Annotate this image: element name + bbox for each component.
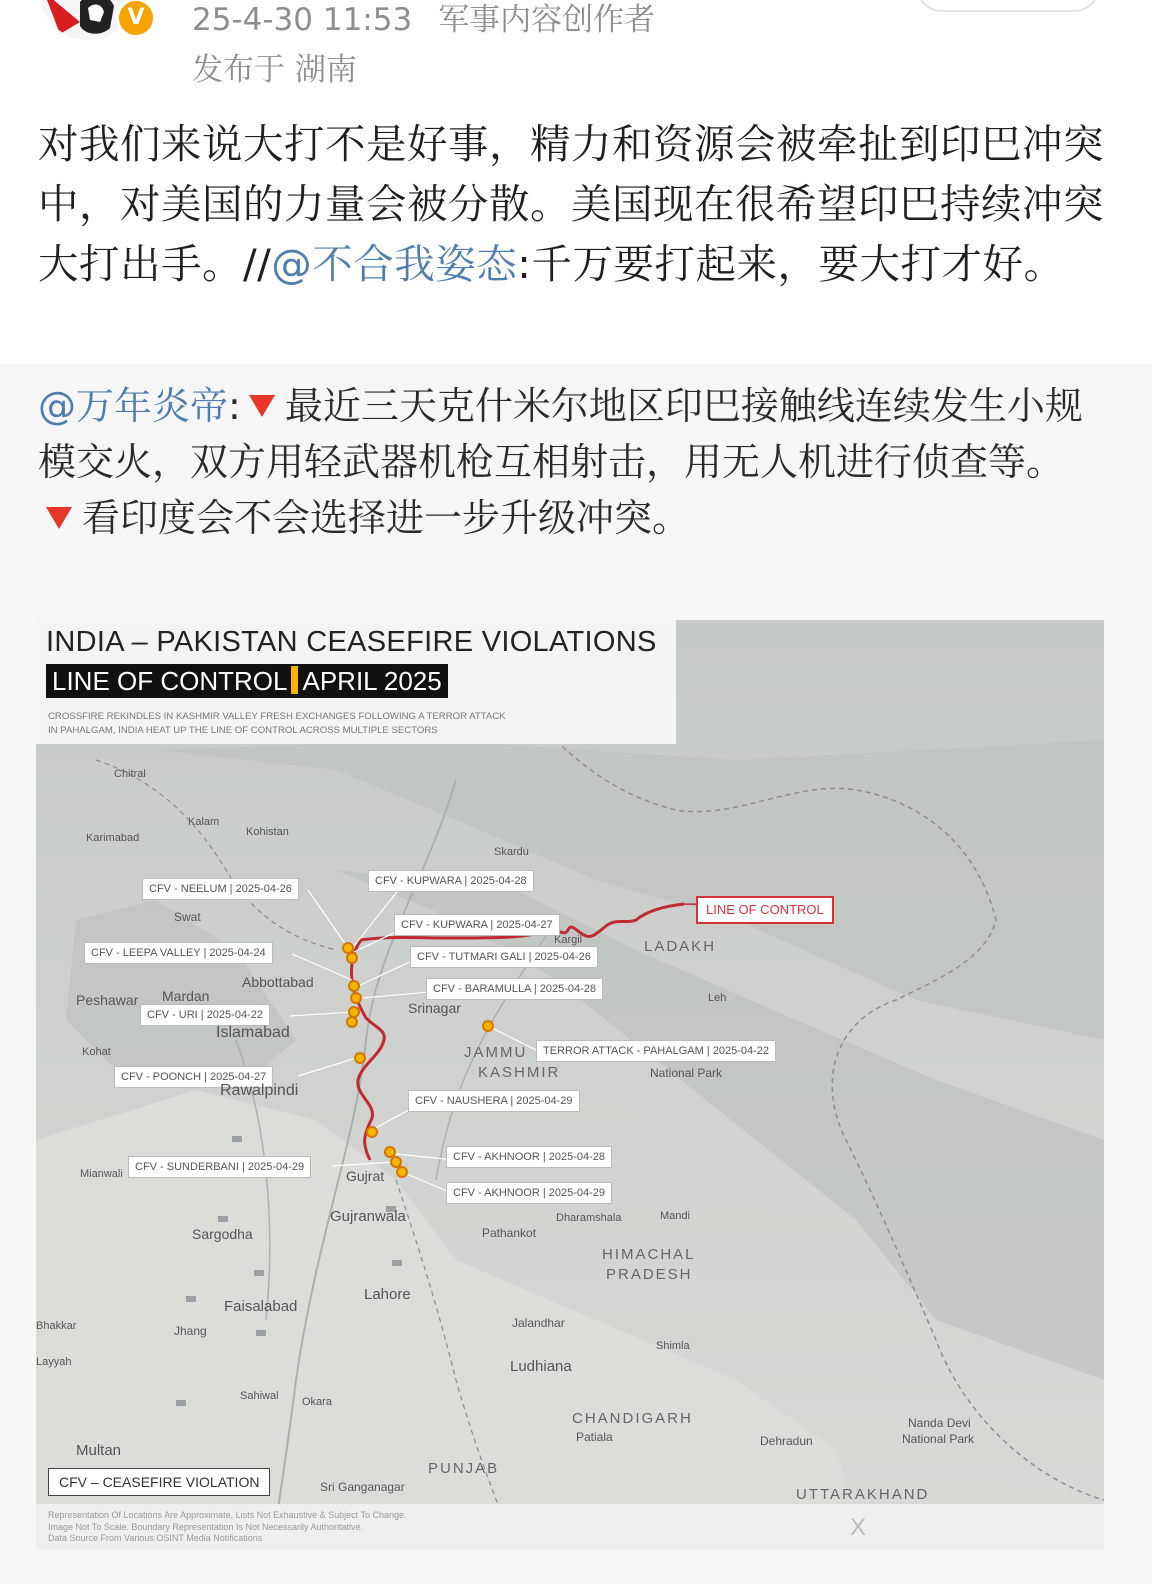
post-header (0, 0, 1152, 100)
place-label: Bhakkar (36, 1320, 77, 1332)
place-label: National Park (650, 1066, 723, 1080)
place-label: Gujrat (346, 1168, 385, 1184)
map-subtitle (46, 664, 448, 698)
post-body (38, 114, 1116, 294)
place-label: Dharamshala (556, 1212, 622, 1224)
place-label: Multan (76, 1442, 122, 1459)
event-label: CFV - BARAMULLA | 2025-04-28 (426, 978, 603, 1000)
red-triangle-icon (46, 507, 72, 529)
region-label: KASHMIR (478, 1064, 561, 1081)
place-label: Islamabad (216, 1024, 290, 1041)
place-label: National Park (902, 1432, 975, 1446)
map-title-block (36, 620, 676, 744)
cfv-marker (366, 1126, 378, 1138)
footnote-line-2: Image Not To Scale. Boundary Representation Is Not Necessarily Authoritative. (48, 1521, 363, 1532)
event-label: TERROR ATTACK - PAHALGAM | 2025-04-22 (536, 1040, 776, 1062)
place-label: Chitral (114, 768, 146, 780)
footnote-line-3: Data Source From Various OSINT Media Notifications (48, 1533, 263, 1543)
place-label: Jalandhar (512, 1316, 565, 1330)
place-label: Karimabad (86, 832, 140, 844)
map-image[interactable] (36, 620, 1104, 1550)
place-label: Shimla (656, 1340, 690, 1352)
cfv-marker (346, 1016, 358, 1028)
place-label: Peshawar (76, 992, 139, 1008)
mention-link[interactable]: @不合我姿态 (271, 240, 518, 288)
place-label: Lahore (364, 1286, 411, 1303)
map-subtitle-right: APRIL 2025 (302, 666, 442, 696)
place-label: Pathankot (482, 1226, 537, 1240)
place-label: Okara (302, 1396, 332, 1408)
verified-badge-icon: V (116, 0, 156, 38)
event-label: CFV - KUPWARA | 2025-04-27 (394, 914, 560, 936)
place-label: Layyah (36, 1356, 72, 1368)
event-label: CFV - AKHNOOR | 2025-04-29 (446, 1182, 612, 1204)
event-label: CFV - AKHNOOR | 2025-04-28 (446, 1146, 612, 1168)
region-label: HIMACHAL (602, 1246, 696, 1263)
post-timestamp: 25-4-30 11:53 (192, 2, 413, 38)
line-of-control-label: LINE OF CONTROL (696, 896, 834, 924)
red-triangle-icon (249, 395, 275, 417)
place-label: Kalam (188, 816, 220, 828)
place-label: Skardu (494, 846, 529, 858)
place-label: Kohat (82, 1046, 111, 1058)
map-description-line-1: CROSSFIRE REKINDLES IN KASHMIR VALLEY FRESH EXCHANGES FOLLOWING A TERROR ATTACK (48, 711, 506, 722)
map-title: INDIA – PAKISTAN CEASEFIRE VIOLATIONS (46, 626, 657, 658)
region-label: PUNJAB (428, 1460, 500, 1477)
repost-line-1: 最近三天克什米尔地区印巴接触线连续发生小规模交火，双方用轻武器机枪互相射击，用无人机进行侦查等。 (38, 384, 1083, 484)
map-footnote (48, 1510, 648, 1545)
repost-author-link[interactable]: @万年炎帝 (38, 384, 229, 428)
event-label: CFV - NAUSHERA | 2025-04-29 (408, 1090, 580, 1112)
map-legend: CFV – CEASEFIRE VIOLATION (48, 1468, 270, 1496)
place-label: Leh (708, 992, 727, 1004)
repost-colon: : (228, 384, 241, 428)
post-text-after: :千万要打起来，要大打才好。 (517, 240, 1065, 288)
repost-body (38, 378, 1118, 546)
place-label: Nanda Devi (908, 1416, 971, 1430)
map-description (48, 710, 668, 738)
event-label: CFV - LEEPA VALLEY | 2025-04-24 (84, 942, 273, 964)
footnote-line-1: Representation Of Locations Are Approximate, Lists Not Exhaustive & Subject To Change. (48, 1510, 407, 1520)
place-label: Kargil (554, 934, 583, 946)
map-footer (36, 1504, 1104, 1550)
cfv-marker (396, 1166, 408, 1178)
region-label: JAMMU (464, 1044, 528, 1061)
place-label: Patiala (576, 1430, 613, 1444)
event-label: CFV - NEELUM | 2025-04-26 (142, 878, 299, 900)
cfv-marker (348, 980, 360, 992)
subtitle-divider (291, 666, 298, 694)
event-label: CFV - SUNDERBANI | 2025-04-29 (128, 1156, 311, 1178)
place-label: Jhang (174, 1324, 207, 1338)
place-label: Kohistan (246, 826, 289, 838)
author-tag: 军事内容创作者 (438, 2, 656, 38)
post-text-before: 对我们来说大打不是好事，精力和资源会被牵扯到印巴冲突中，对美国的力量会被分散。美国现在很希望印巴持续冲突大打出手。// (38, 120, 1104, 288)
place-label: Rawalpindi (220, 1082, 299, 1099)
place-label: Sahiwal (240, 1390, 279, 1402)
cfv-marker (354, 1052, 366, 1064)
event-label: CFV - TUTMARI GALI | 2025-04-26 (410, 946, 598, 968)
place-label: Abbottabad (242, 974, 314, 990)
cfv-marker (346, 952, 358, 964)
place-label: Mandi (660, 1210, 690, 1222)
place-label: Mardan (162, 988, 210, 1004)
map-subtitle-left: LINE OF CONTROL (52, 666, 288, 696)
repost-line-2: 看印度会不会选择进一步升级冲突。 (82, 496, 691, 540)
place-label: Sri Ganganagar (320, 1480, 405, 1494)
post-meta (192, 0, 655, 39)
place-label: Srinagar (408, 1000, 461, 1016)
region-label: UTTARAKHAND (796, 1486, 930, 1503)
place-label: Mianwali (80, 1168, 123, 1180)
region-label: PRADESH (606, 1266, 693, 1283)
terror-attack-marker (482, 1020, 494, 1032)
map-description-line-2: IN PAHALGAM, INDIA HEAT UP THE LINE OF CONTROL ACROSS MULTIPLE SECTORS (48, 725, 438, 736)
event-label: CFV - KUPWARA | 2025-04-28 (368, 870, 534, 892)
place-label: Ludhiana (510, 1358, 572, 1375)
place-label: Gujranwala (330, 1208, 406, 1225)
event-label: CFV - POONCH | 2025-04-27 (114, 1066, 273, 1088)
region-label: CHANDIGARH (572, 1410, 693, 1427)
region-label: LADAKH (644, 938, 717, 955)
place-label: Sargodha (192, 1226, 253, 1242)
post-location: 发布于 湖南 (192, 52, 357, 88)
follow-button[interactable] (916, 0, 1100, 12)
x-logo-icon: X (850, 1514, 867, 1541)
place-label: Dehradun (760, 1434, 813, 1448)
place-label: Swat (174, 910, 201, 924)
event-label: CFV - URI | 2025-04-22 (140, 1004, 270, 1026)
cfv-marker (350, 992, 362, 1004)
place-label: Faisalabad (224, 1298, 298, 1315)
